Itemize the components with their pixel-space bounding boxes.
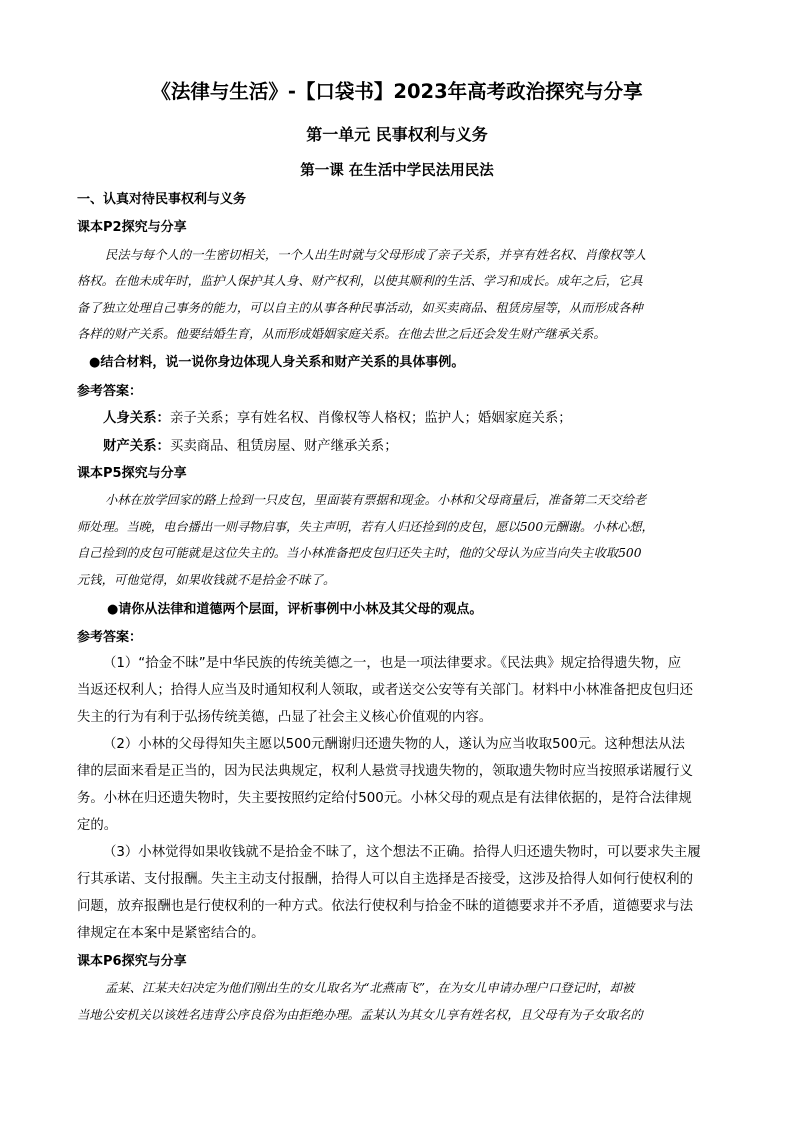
material-line: 备了独立处理自己事务的能力，可以自主的从事各种民事活动，如买卖商品、租赁房屋等，从而形成各种 — [77, 301, 643, 315]
textbook-label-p6: 课本P6探究与分享 — [77, 954, 187, 969]
answer-key: 财产关系： — [103, 439, 170, 454]
answer-label: 参考答案： — [77, 384, 143, 399]
question: ●请你从法律和道德两个层面，评析事例中小林及其父母的观点。 — [107, 602, 483, 617]
material-line: 各样的财产关系。他要结婚生育，从而形成婚姻家庭关系。在他去世之后还会发生财产继承关系。 — [77, 327, 606, 341]
material-line: 格权。在他未成年时，监护人保护其人身、财产权利，以使其顺利的生活、学习和成长。成年之后，它具 — [77, 274, 643, 288]
textbook-label-p5: 课本P5探究与分享 — [77, 466, 187, 481]
main-title: 《法律与生活》-【口袋书】2023年高考政治探究与分享 — [151, 80, 643, 103]
answer-line: （3）小林觉得如果收钱就不是拾金不昧了，这个想法不正确。拾得人归还遗失物时，可以要求失主履 — [103, 845, 701, 860]
question: ●结合材料，说一说你身边体现人身关系和财产关系的具体事例。 — [89, 355, 465, 370]
textbook-label-p2: 课本P2探究与分享 — [77, 220, 187, 235]
answer-line: 问题，放弃报酬也是行使权利的一种方式。依法行使权利与拾金不昧的道德要求并不矛盾，道德要求与法 — [77, 899, 693, 914]
answer-line: （1）“拾金不昧”是中华民族的传统美德之一，也是一项法律要求。《民法典》规定拾得遗失物，应 — [103, 656, 682, 671]
answer-row — [103, 435, 398, 454]
material-line: 孟某、江某夫妇决定为他们刚出生的女儿取名为“北燕南飞”，在为女儿申请办理户口登记时，却被 — [105, 981, 635, 995]
answer-row — [103, 407, 572, 426]
lesson-title: 第一课 在生活中学民法用民法 — [300, 163, 494, 179]
material-line: 元钱，可他觉得，如果收钱就不是拾金不昧了。 — [77, 573, 336, 587]
answer-line: 律规定在本案中是紧密结合的。 — [77, 926, 265, 941]
answer-text: 亲子关系；享有姓名权、肖像权等人格权；监护人；婚姻家庭关系； — [169, 411, 572, 426]
answer-line: 失主的行为有利于弘扬传统美德，凸显了社会主义核心价值观的内容。 — [77, 710, 493, 725]
answer-line: 律的层面来看是正当的，因为民法典规定，权利人悬赏寻找遗失物的，领取遗失物时应当按照承诺履行义 — [77, 764, 693, 779]
material-line: 师处理。当晚，电台播出一则寻物启事，失主声明，若有人归还捡到的皮包，愿以500元酬谢。小林心想， — [77, 520, 654, 534]
unit-title: 第一单元 民事权利与义务 — [306, 125, 488, 144]
answer-line: 当返还权利人；拾得人应当及时通知权利人领取，或者送交公安等有关部门。材料中小林准备把皮包归还 — [77, 683, 693, 698]
answer-line: 定的。 — [77, 818, 118, 833]
answer-line: （2）小林的父母得知失主愿以500元酬谢归还遗失物的人，遂认为应当收取500元。这种想法从法 — [103, 737, 685, 752]
section-heading: 一、认真对待民事权利与义务 — [77, 192, 247, 207]
answer-text: 买卖商品、租赁房屋、财产继承关系； — [169, 439, 398, 454]
material-line: 小林在放学回家的路上捡到一只皮包，里面装有票据和现金。小林和父母商量后，准备第二天交给老 — [105, 493, 647, 507]
answer-line: 务。小林在归还遗失物时，失主要按照约定给付500元。小林父母的观点是有法律依据的，是符合法律规 — [77, 791, 692, 806]
material-line: 民法与每个人的一生密切相关，一个人出生时就与父母形成了亲子关系，并享有姓名权、肖像权等人 — [105, 248, 647, 262]
material-line: 自己捡到的皮包可能就是这位失主的。当小林准备把皮包归还失主时，他的父母认为应当向失主收取500 — [77, 546, 642, 560]
answer-key: 人身关系： — [103, 411, 170, 426]
answer-line: 行其承诺、支付报酬。失主主动支付报酬，拾得人可以自主选择是否接受，这涉及拾得人如何行使权利的 — [77, 872, 693, 887]
answer-label: 参考答案： — [77, 630, 143, 645]
material-line: 当地公安机关以该姓名违背公序良俗为由拒绝办理。孟某认为其女儿享有姓名权，且父母有为子女取名的 — [77, 1008, 643, 1022]
